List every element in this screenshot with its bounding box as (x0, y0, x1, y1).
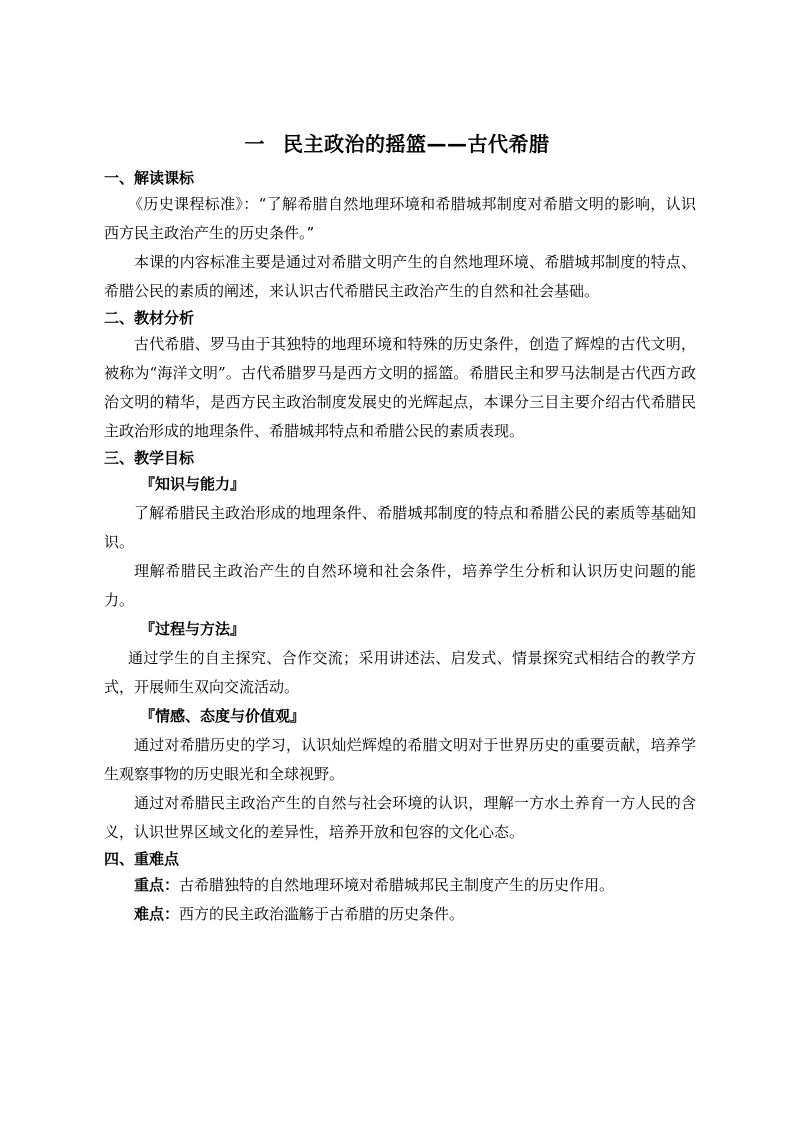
key-point-text: 古希腊独特的自然地理环境对希腊城邦民主制度产生的历史作用。 (179, 876, 615, 894)
key-point-paragraph (104, 871, 696, 900)
section-heading-teaching-goals: 三、教学目标 (104, 449, 195, 467)
subheading-process-method: 『过程与方法』 (140, 620, 246, 638)
document-body (104, 166, 696, 929)
difficult-point-paragraph (104, 900, 696, 929)
section-heading-textbook-analysis: 二、教材分析 (104, 309, 195, 327)
curriculum-paragraph-1: 《历史课程标准》：“了解希腊自然地理环境和希腊城邦制度对希腊文明的影响，认识西方民主政治产生的历史条件。” (104, 195, 696, 242)
textbook-analysis-paragraph: 古代希腊、罗马由于其独特的地理环境和特殊的历史条件，创造了辉煌的古代文明，被称为“海洋文明”。古代希腊罗马是西方文明的摇篮。希腊民主和罗马法制是古代西方政治文明的精华，是西方民主政治制度发展史的光辉起点，本课分三目主要介绍古代希腊民主政治形成的地理条件、希腊城邦特点和希腊公民的素质表现。 (104, 335, 696, 440)
subheading-emotion-values: 『情感、态度与价值观』 (140, 707, 306, 725)
emotion-paragraph-1: 通过对希腊历史的学习，认识灿烂辉煌的希腊文明对于世界历史的重要贡献，培养学生观察事物的历史眼光和全球视野。 (104, 736, 696, 783)
section-heading-curriculum: 一、解读课标 (104, 169, 195, 187)
knowledge-paragraph-1: 了解希腊民主政治形成的地理条件、希腊城邦制度的特点和希腊公民的素质等基础知识。 (104, 504, 696, 551)
page-title (0, 128, 794, 157)
subheading-knowledge-ability: 『知识与能力』 (140, 475, 246, 493)
key-point-label: 重点： (134, 876, 180, 894)
difficult-point-label: 难点： (134, 905, 180, 923)
title-number: 一 (244, 132, 265, 156)
emotion-paragraph-2: 通过对希腊民主政治产生的自然与社会环境的认识，理解一方水土养育一方人民的含义，认识世界区域文化的差异性，培养开放和包容的文化心态。 (104, 794, 696, 841)
difficult-point-text: 西方的民主政治滥觞于古希腊的历史条件。 (179, 905, 465, 923)
section-heading-key-difficult: 四、重难点 (104, 850, 180, 868)
knowledge-paragraph-2: 理解希腊民主政治产生的自然环境和社会条件，培养学生分析和认识历史问题的能力。 (104, 562, 696, 609)
title-text: 民主政治的摇篮——古代希腊 (283, 132, 550, 156)
process-paragraph: 通过学生的自主探究、合作交流；采用讲述法、启发式、情景探究式相结合的教学方式，开展师生双向交流活动。 (104, 649, 696, 696)
curriculum-paragraph-2: 本课的内容标准主要是通过对希腊文明产生的自然地理环境、希腊城邦制度的特点、希腊公民的素质的阐述，来认识古代希腊民主政治产生的自然和社会基础。 (104, 253, 696, 300)
